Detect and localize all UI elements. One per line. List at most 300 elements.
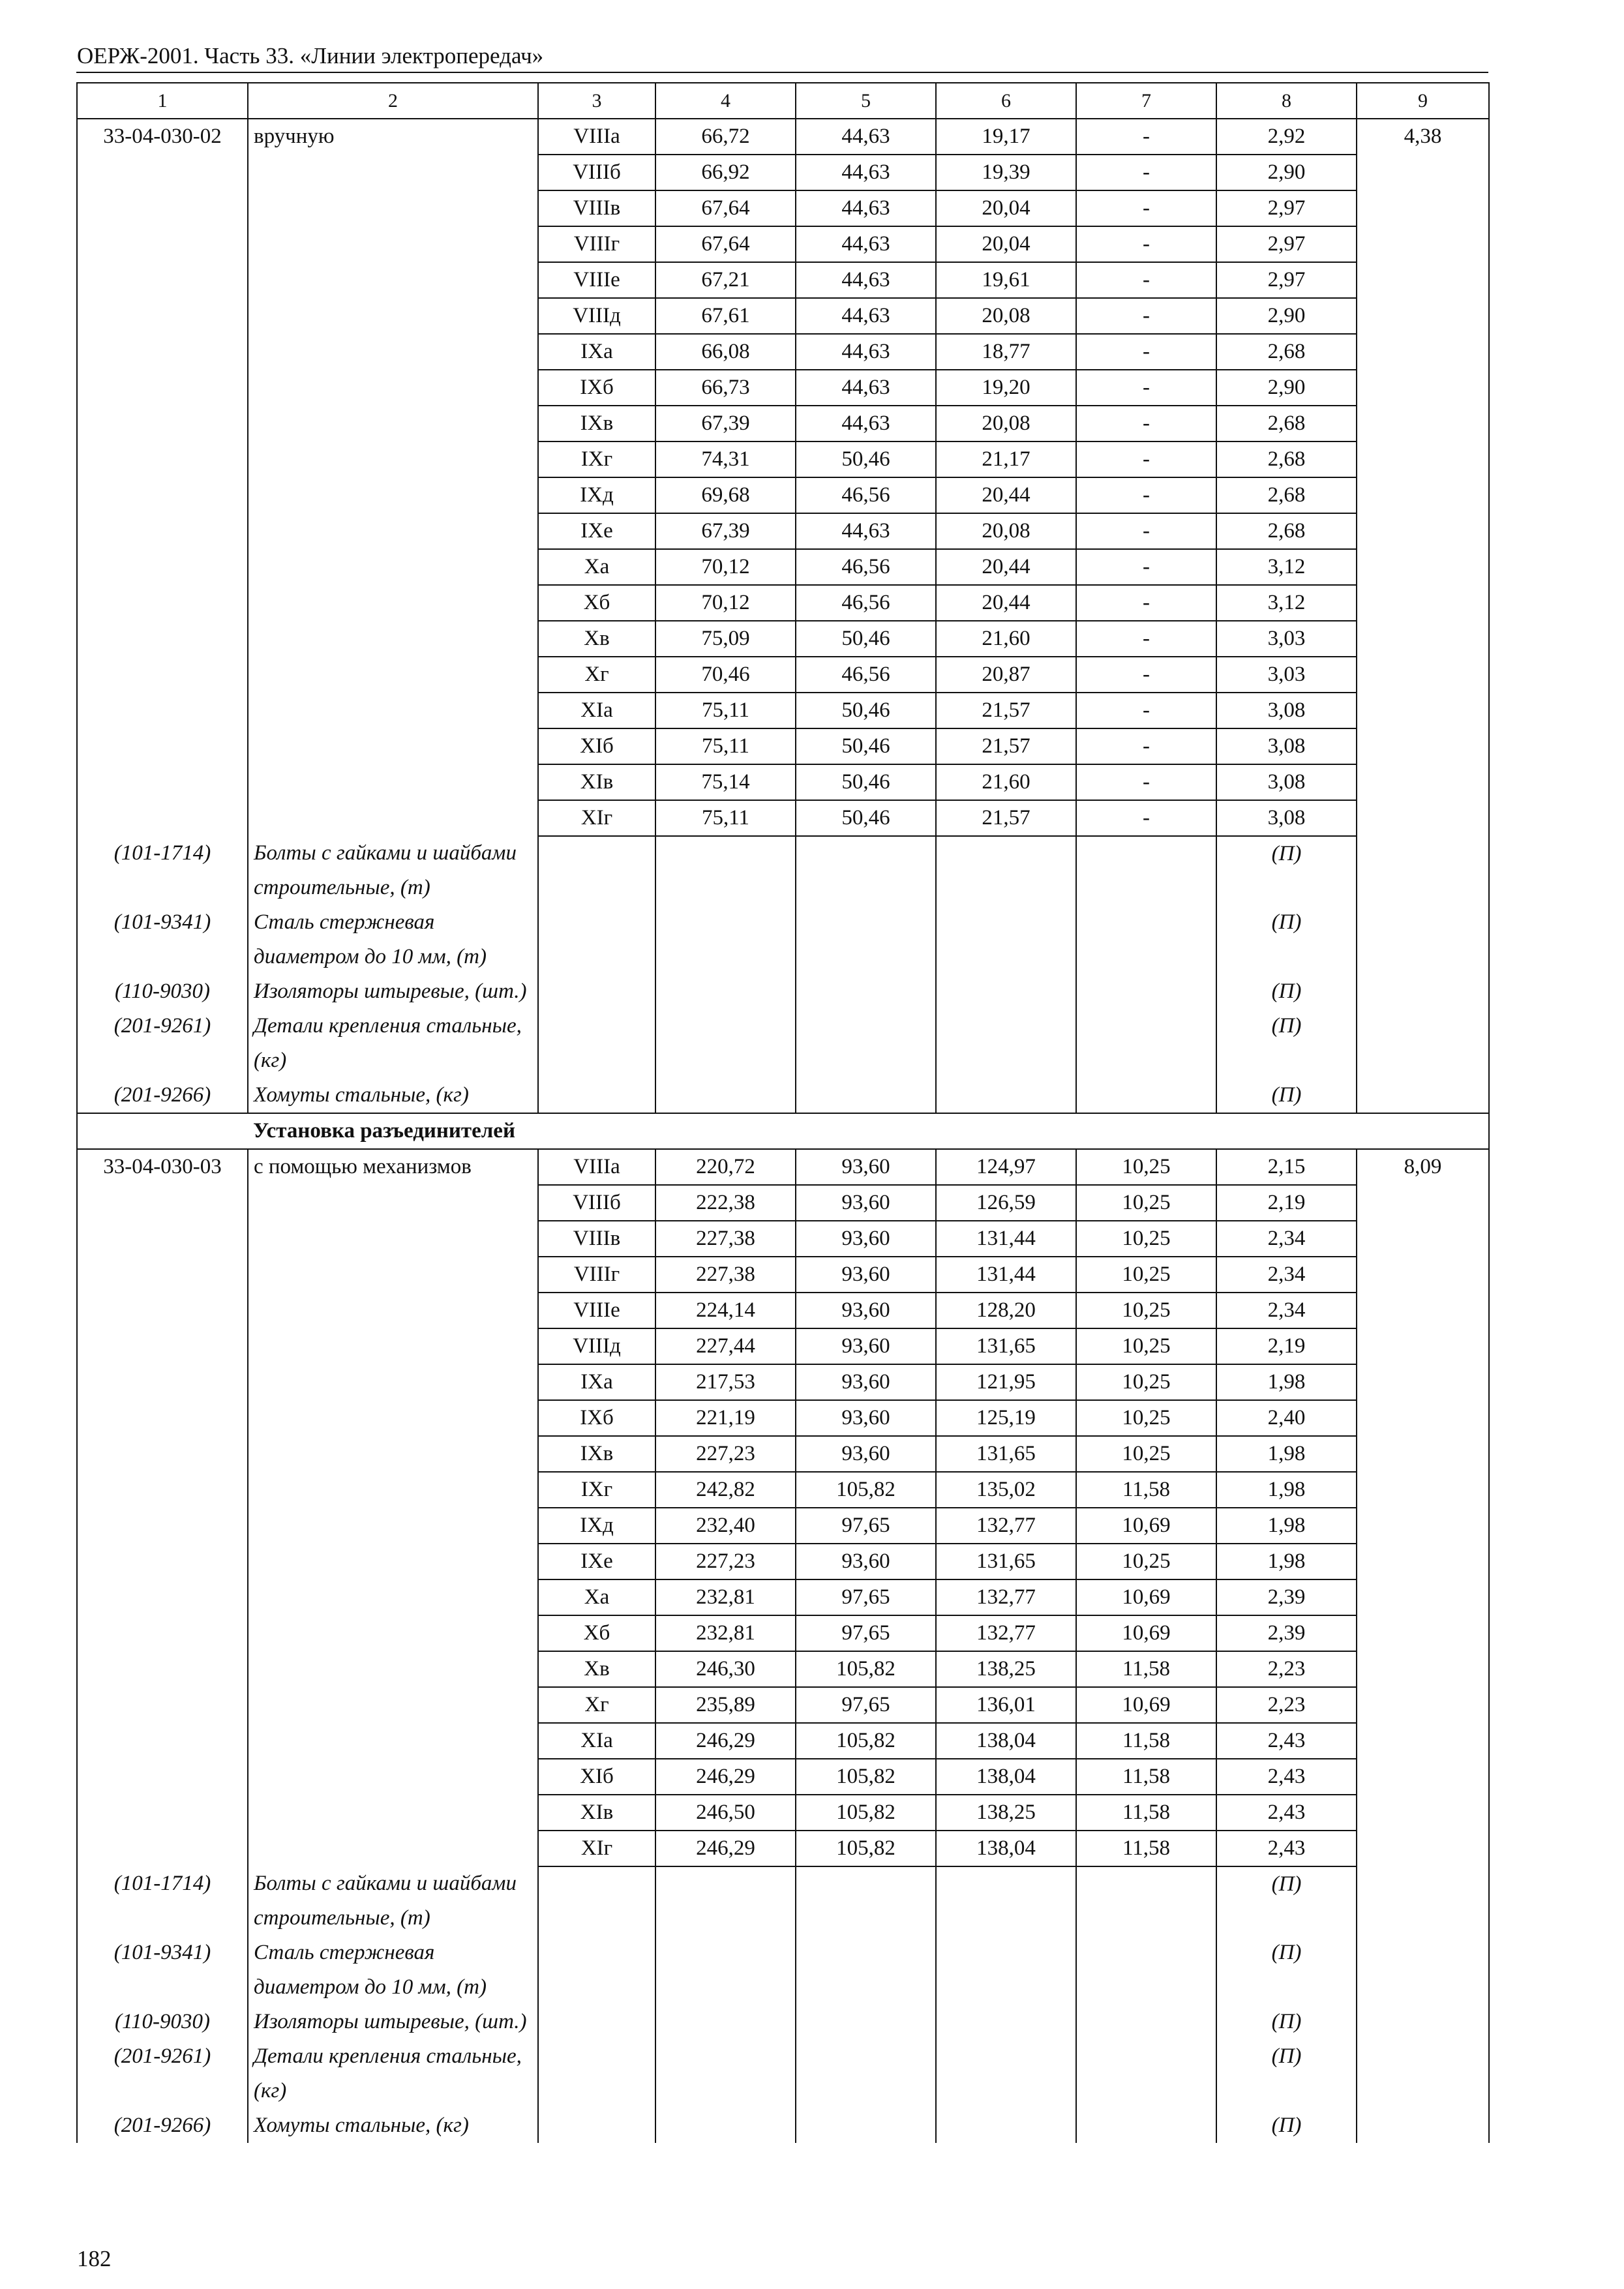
col9-empty: [1357, 1651, 1489, 1687]
empty-cell: [655, 1866, 796, 1936]
value-cell: 1,98: [1216, 1508, 1357, 1544]
column-number: 2: [248, 83, 538, 119]
empty-cell: [1076, 836, 1216, 905]
col9-empty: [1357, 1364, 1489, 1400]
empty-cell: [796, 1936, 936, 2005]
resource-row: [77, 836, 1489, 905]
resource-name: Хомуты стальные, (кг): [248, 2108, 538, 2143]
value-cell: XIг: [538, 1831, 655, 1866]
rate-code-empty: [77, 477, 248, 513]
rate-name-empty: [248, 728, 538, 764]
value-cell: IXв: [538, 406, 655, 441]
resource-code: (101-9341): [77, 1936, 248, 2005]
empty-cell: [538, 1866, 655, 1936]
empty-cell: [1076, 2005, 1216, 2039]
col9-empty: [1357, 155, 1489, 190]
value-cell: XIв: [538, 764, 655, 800]
value-cell: 66,08: [655, 334, 796, 370]
value-cell: 75,09: [655, 621, 796, 657]
rate-name-empty: [248, 155, 538, 190]
value-cell: 3,03: [1216, 621, 1357, 657]
value-cell: 20,44: [936, 549, 1076, 585]
value-cell: -: [1076, 190, 1216, 226]
value-cell: Xг: [538, 657, 655, 693]
rate-name-empty: [248, 1723, 538, 1759]
table-row: [77, 1185, 1489, 1221]
rate-name-empty: [248, 1759, 538, 1795]
value-cell: XIа: [538, 1723, 655, 1759]
empty-cell: [538, 905, 655, 974]
value-cell: 246,50: [655, 1795, 796, 1831]
value-cell: 3,08: [1216, 693, 1357, 728]
value-cell: 50,46: [796, 441, 936, 477]
rate-name-empty: [248, 1544, 538, 1579]
value-cell: 50,46: [796, 800, 936, 836]
resource-row: [77, 2108, 1489, 2143]
column-number: 1: [77, 83, 248, 119]
rate-name-empty: [248, 1436, 538, 1472]
column-number: 8: [1216, 83, 1357, 119]
rate-code-empty: [77, 728, 248, 764]
value-cell: 105,82: [796, 1831, 936, 1866]
value-cell: 44,63: [796, 513, 936, 549]
col9-empty: [1357, 406, 1489, 441]
table-row: [77, 334, 1489, 370]
col9-empty: [1357, 1257, 1489, 1293]
value-cell: 11,58: [1076, 1831, 1216, 1866]
col9-empty: [1357, 298, 1489, 334]
table-row: [77, 1759, 1489, 1795]
resource-mark: (П): [1216, 2005, 1357, 2039]
column-number: 7: [1076, 83, 1216, 119]
value-cell: 220,72: [655, 1149, 796, 1185]
col9-value: 4,38: [1357, 119, 1489, 155]
value-cell: 227,23: [655, 1544, 796, 1579]
value-cell: 50,46: [796, 621, 936, 657]
resource-code: (201-9261): [77, 1009, 248, 1078]
value-cell: 2,23: [1216, 1651, 1357, 1687]
value-cell: VIIIе: [538, 1293, 655, 1328]
empty-cell: [655, 836, 796, 905]
rate-code-empty: [77, 370, 248, 406]
rate-name-empty: [248, 262, 538, 298]
value-cell: 20,08: [936, 298, 1076, 334]
value-cell: 50,46: [796, 693, 936, 728]
value-cell: VIIIа: [538, 1149, 655, 1185]
col9-empty: [1357, 1759, 1489, 1795]
empty-cell: [538, 1078, 655, 1113]
rate-name-empty: [248, 1185, 538, 1221]
value-cell: 44,63: [796, 406, 936, 441]
value-cell: IXг: [538, 441, 655, 477]
value-cell: 19,39: [936, 155, 1076, 190]
resource-row: [77, 905, 1489, 974]
value-cell: 21,57: [936, 693, 1076, 728]
value-cell: 44,63: [796, 262, 936, 298]
value-cell: 227,38: [655, 1221, 796, 1257]
rate-code-empty: [77, 549, 248, 585]
col9-empty: [1357, 800, 1489, 836]
rate-code-empty: [77, 657, 248, 693]
header-rule: [76, 72, 1488, 73]
table-row: [77, 1687, 1489, 1723]
table-row: [77, 1831, 1489, 1866]
table-row: [77, 1436, 1489, 1472]
value-cell: 2,97: [1216, 190, 1357, 226]
value-cell: VIIIв: [538, 190, 655, 226]
empty-cell: [1357, 2005, 1489, 2039]
table-row: [77, 298, 1489, 334]
table-row: [77, 800, 1489, 836]
value-cell: 2,92: [1216, 119, 1357, 155]
value-cell: 44,63: [796, 155, 936, 190]
table-row: [77, 1795, 1489, 1831]
table-row: [77, 585, 1489, 621]
value-cell: 21,60: [936, 621, 1076, 657]
value-cell: 1,98: [1216, 1472, 1357, 1508]
value-cell: 2,68: [1216, 406, 1357, 441]
table-row: [77, 1472, 1489, 1508]
value-cell: 20,44: [936, 585, 1076, 621]
empty-cell: [1357, 1009, 1489, 1078]
value-cell: IXе: [538, 1544, 655, 1579]
value-cell: 2,34: [1216, 1293, 1357, 1328]
value-cell: 93,60: [796, 1400, 936, 1436]
value-cell: 46,56: [796, 549, 936, 585]
value-cell: 105,82: [796, 1651, 936, 1687]
empty-cell: [538, 836, 655, 905]
empty-cell: [655, 905, 796, 974]
value-cell: 75,11: [655, 800, 796, 836]
rate-name-empty: [248, 334, 538, 370]
resource-name: Хомуты стальные, (кг): [248, 1078, 538, 1113]
value-cell: 2,43: [1216, 1723, 1357, 1759]
value-cell: -: [1076, 226, 1216, 262]
col9-empty: [1357, 1400, 1489, 1436]
value-cell: 246,29: [655, 1759, 796, 1795]
value-cell: 67,61: [655, 298, 796, 334]
rate-name-empty: [248, 693, 538, 728]
empty-cell: [796, 1866, 936, 1936]
page-number: 182: [77, 2246, 112, 2271]
value-cell: 3,12: [1216, 585, 1357, 621]
value-cell: IXд: [538, 477, 655, 513]
empty-cell: [1076, 1009, 1216, 1078]
value-cell: IXб: [538, 1400, 655, 1436]
col9-empty: [1357, 1293, 1489, 1328]
value-cell: 232,81: [655, 1615, 796, 1651]
rate-code-empty: [77, 262, 248, 298]
resource-name: Сталь стержневая диаметром до 10 мм, (т): [248, 905, 538, 974]
rate-code: 33-04-030-03: [77, 1149, 248, 1185]
value-cell: 125,19: [936, 1400, 1076, 1436]
value-cell: 21,57: [936, 800, 1076, 836]
rate-code-empty: [77, 1795, 248, 1831]
value-cell: 2,19: [1216, 1185, 1357, 1221]
rate-code-empty: [77, 1723, 248, 1759]
table-row: [77, 477, 1489, 513]
value-cell: 10,25: [1076, 1185, 1216, 1221]
value-cell: 67,21: [655, 262, 796, 298]
value-cell: 97,65: [796, 1687, 936, 1723]
value-cell: IXв: [538, 1436, 655, 1472]
value-cell: 2,43: [1216, 1795, 1357, 1831]
value-cell: 20,04: [936, 226, 1076, 262]
value-cell: 11,58: [1076, 1472, 1216, 1508]
value-cell: 10,69: [1076, 1687, 1216, 1723]
rate-name-empty: [248, 1831, 538, 1866]
empty-cell: [655, 1009, 796, 1078]
table-row: [77, 693, 1489, 728]
value-cell: 93,60: [796, 1185, 936, 1221]
value-cell: 131,44: [936, 1221, 1076, 1257]
empty-cell: [1076, 1866, 1216, 1936]
col9-value: 8,09: [1357, 1149, 1489, 1185]
col9-empty: [1357, 621, 1489, 657]
value-cell: 3,08: [1216, 764, 1357, 800]
value-cell: 69,68: [655, 477, 796, 513]
value-cell: 2,39: [1216, 1615, 1357, 1651]
empty-cell: [655, 1936, 796, 2005]
rate-code-empty: [77, 1615, 248, 1651]
rate-name-empty: [248, 1400, 538, 1436]
value-cell: 44,63: [796, 226, 936, 262]
value-cell: 46,56: [796, 657, 936, 693]
rate-code-empty: [77, 1400, 248, 1436]
resource-code: (201-9266): [77, 2108, 248, 2143]
table-row: [77, 1508, 1489, 1544]
col9-empty: [1357, 1544, 1489, 1579]
empty-cell: [796, 836, 936, 905]
column-number: 4: [655, 83, 796, 119]
empty-cell: [1357, 1078, 1489, 1113]
value-cell: XIб: [538, 728, 655, 764]
rate-code-empty: [77, 764, 248, 800]
rate-name-empty: [248, 477, 538, 513]
value-cell: 3,03: [1216, 657, 1357, 693]
resource-name: Болты с гайками и шайбами строительные, (т): [248, 1866, 538, 1936]
resource-code: (101-1714): [77, 1866, 248, 1936]
empty-cell: [1076, 974, 1216, 1009]
rate-name-empty: [248, 370, 538, 406]
value-cell: VIIIб: [538, 1185, 655, 1221]
value-cell: 75,11: [655, 728, 796, 764]
empty-cell: [796, 1009, 936, 1078]
table-row: [77, 155, 1489, 190]
value-cell: 10,25: [1076, 1293, 1216, 1328]
value-cell: 2,15: [1216, 1149, 1357, 1185]
value-cell: 70,46: [655, 657, 796, 693]
value-cell: VIIIд: [538, 298, 655, 334]
table-row: [77, 370, 1489, 406]
value-cell: 75,14: [655, 764, 796, 800]
value-cell: 222,38: [655, 1185, 796, 1221]
rate-name-empty: [248, 585, 538, 621]
resource-row: [77, 2039, 1489, 2108]
value-cell: IXг: [538, 1472, 655, 1508]
empty-cell: [1076, 2039, 1216, 2108]
empty-cell: [1076, 1078, 1216, 1113]
rate-code-empty: [77, 1221, 248, 1257]
value-cell: 2,68: [1216, 334, 1357, 370]
resource-mark: (П): [1216, 1009, 1357, 1078]
value-cell: 97,65: [796, 1615, 936, 1651]
resource-mark: (П): [1216, 974, 1357, 1009]
value-cell: VIIIа: [538, 119, 655, 155]
rate-name-empty: [248, 1687, 538, 1723]
value-cell: 11,58: [1076, 1723, 1216, 1759]
rate-name-empty: [248, 1472, 538, 1508]
value-cell: 67,64: [655, 226, 796, 262]
value-cell: 2,43: [1216, 1759, 1357, 1795]
value-cell: 105,82: [796, 1795, 936, 1831]
col9-empty: [1357, 764, 1489, 800]
value-cell: 10,25: [1076, 1364, 1216, 1400]
resource-mark: (П): [1216, 905, 1357, 974]
value-cell: 2,19: [1216, 1328, 1357, 1364]
value-cell: 2,68: [1216, 441, 1357, 477]
value-cell: 18,77: [936, 334, 1076, 370]
rate-name-empty: [248, 764, 538, 800]
rate-code-empty: [77, 800, 248, 836]
rate-name-empty: [248, 1795, 538, 1831]
rate-code-empty: [77, 226, 248, 262]
rate-code-empty: [77, 334, 248, 370]
value-cell: 105,82: [796, 1723, 936, 1759]
rate-name-empty: [248, 406, 538, 441]
value-cell: VIIIг: [538, 1257, 655, 1293]
resource-name: Изоляторы штыревые, (шт.): [248, 2005, 538, 2039]
value-cell: 232,81: [655, 1579, 796, 1615]
empty-cell: [936, 836, 1076, 905]
value-cell: 131,65: [936, 1544, 1076, 1579]
table-row: [77, 119, 1489, 155]
col9-empty: [1357, 657, 1489, 693]
value-cell: IXа: [538, 334, 655, 370]
value-cell: VIIIб: [538, 155, 655, 190]
value-cell: 246,29: [655, 1723, 796, 1759]
col9-empty: [1357, 549, 1489, 585]
value-cell: -: [1076, 585, 1216, 621]
table-row: [77, 1579, 1489, 1615]
rate-code-empty: [77, 1651, 248, 1687]
table-row: [77, 190, 1489, 226]
value-cell: -: [1076, 657, 1216, 693]
value-cell: 131,44: [936, 1257, 1076, 1293]
value-cell: IXа: [538, 1364, 655, 1400]
value-cell: -: [1076, 119, 1216, 155]
value-cell: 2,90: [1216, 155, 1357, 190]
document-header: ОЕРЖ-2001. Часть 33. «Линии электропередач»: [77, 43, 544, 68]
value-cell: 67,39: [655, 406, 796, 441]
rate-code-empty: [77, 1687, 248, 1723]
rate-name-empty: [248, 657, 538, 693]
rate-code-empty: [77, 1185, 248, 1221]
value-cell: XIа: [538, 693, 655, 728]
empty-cell: [1357, 1866, 1489, 1936]
value-cell: 217,53: [655, 1364, 796, 1400]
value-cell: 93,60: [796, 1364, 936, 1400]
value-cell: 44,63: [796, 190, 936, 226]
value-cell: -: [1076, 800, 1216, 836]
value-cell: 19,17: [936, 119, 1076, 155]
col9-empty: [1357, 334, 1489, 370]
rate-name-empty: [248, 190, 538, 226]
value-cell: 97,65: [796, 1508, 936, 1544]
value-cell: 1,98: [1216, 1436, 1357, 1472]
rate-name: вручную: [248, 119, 538, 155]
rate-name-empty: [248, 1328, 538, 1364]
empty-cell: [936, 1936, 1076, 2005]
rate-code-empty: [77, 1436, 248, 1472]
resource-mark: (П): [1216, 836, 1357, 905]
rate-code-empty: [77, 1328, 248, 1364]
value-cell: 2,97: [1216, 262, 1357, 298]
value-cell: 227,23: [655, 1436, 796, 1472]
col9-empty: [1357, 190, 1489, 226]
value-cell: 21,17: [936, 441, 1076, 477]
section-row: [77, 1113, 1489, 1149]
rate-code-empty: [77, 1759, 248, 1795]
empty-cell: [538, 2039, 655, 2108]
value-cell: -: [1076, 477, 1216, 513]
resource-row: [77, 2005, 1489, 2039]
value-cell: -: [1076, 441, 1216, 477]
rate-code-empty: [77, 1293, 248, 1328]
resource-mark: (П): [1216, 2108, 1357, 2143]
col9-empty: [1357, 1579, 1489, 1615]
value-cell: 2,23: [1216, 1687, 1357, 1723]
rate-code-empty: [77, 155, 248, 190]
value-cell: 75,11: [655, 693, 796, 728]
empty-cell: [936, 2005, 1076, 2039]
rate-code-empty: [77, 441, 248, 477]
resource-row: [77, 1078, 1489, 1113]
value-cell: 2,90: [1216, 370, 1357, 406]
rate-code: 33-04-030-02: [77, 119, 248, 155]
value-cell: 93,60: [796, 1293, 936, 1328]
col9-empty: [1357, 1328, 1489, 1364]
value-cell: 10,25: [1076, 1257, 1216, 1293]
value-cell: 232,40: [655, 1508, 796, 1544]
resource-code: (101-1714): [77, 836, 248, 905]
empty-cell: [936, 1866, 1076, 1936]
empty-cell: [655, 1078, 796, 1113]
value-cell: 93,60: [796, 1328, 936, 1364]
value-cell: 246,29: [655, 1831, 796, 1866]
col9-empty: [1357, 1185, 1489, 1221]
rate-name-empty: [248, 1651, 538, 1687]
table-body: [77, 83, 1489, 2143]
table-row: [77, 262, 1489, 298]
resource-row: [77, 1009, 1489, 1078]
value-cell: 138,04: [936, 1831, 1076, 1866]
value-cell: 132,77: [936, 1615, 1076, 1651]
column-number-row: [77, 83, 1489, 119]
rate-code-empty: [77, 1579, 248, 1615]
value-cell: 136,01: [936, 1687, 1076, 1723]
value-cell: 10,69: [1076, 1579, 1216, 1615]
section-title: Установка разъединителей: [248, 1113, 1489, 1149]
rate-code-empty: [77, 298, 248, 334]
value-cell: -: [1076, 513, 1216, 549]
rate-name-empty: [248, 1364, 538, 1400]
empty-cell: [655, 2108, 796, 2143]
value-cell: 11,58: [1076, 1651, 1216, 1687]
col9-empty: [1357, 1615, 1489, 1651]
value-cell: 93,60: [796, 1221, 936, 1257]
value-cell: 66,72: [655, 119, 796, 155]
